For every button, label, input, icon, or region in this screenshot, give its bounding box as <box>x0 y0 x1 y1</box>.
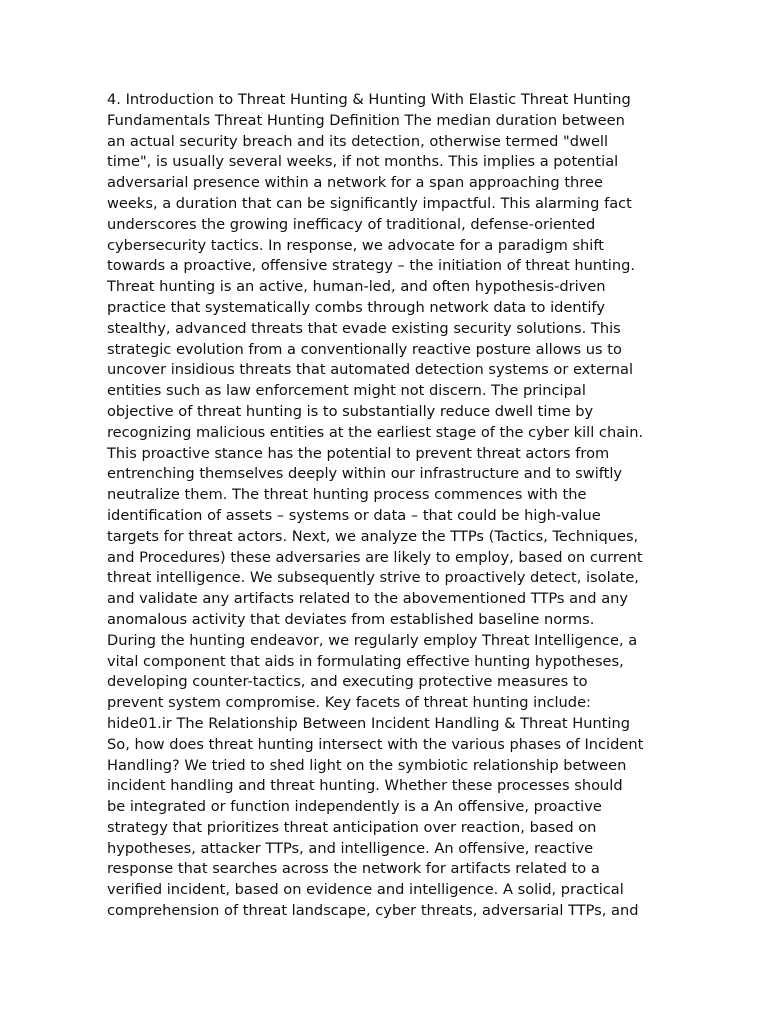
text-line: cybersecurity tactics. In response, we advocate for a paradigm shift <box>107 236 604 254</box>
text-line: strategic evolution from a conventionally reactive posture allows us to <box>107 340 622 358</box>
text-line: verified incident, based on evidence and intelligence. A solid, practical <box>107 881 624 899</box>
text-line: targets for threat actors. Next, we analyze the TTPs (Tactics, Techniques, <box>107 527 639 545</box>
text-line: prevent system compromise. Key facets of threat hunting include: <box>107 694 591 712</box>
text-line: and Procedures) these adversaries are likely to employ, based on current <box>107 548 643 566</box>
text-line: During the hunting endeavor, we regularly employ Threat Intelligence, a <box>107 631 638 649</box>
text-line: objective of threat hunting is to substantially reduce dwell time by <box>107 402 594 420</box>
text-line: So, how does threat hunting intersect with the various phases of Incident <box>107 735 644 753</box>
text-line: entities such as law enforcement might not discern. The principal <box>107 382 586 400</box>
text-line: practice that systematically combs through network data to identify <box>107 298 605 316</box>
text-line: uncover insidious threats that automated detection systems or external <box>107 361 634 379</box>
text-line: response that searches across the network for artifacts related to a <box>107 860 600 878</box>
text-line: Fundamentals Threat Hunting Definition The median duration between <box>107 111 625 129</box>
text-line: developing counter-tactics, and executing protective measures to <box>107 673 588 691</box>
text-line: hypotheses, attacker TTPs, and intelligence. An offensive, reactive <box>107 839 594 857</box>
text-line: and validate any artifacts related to the abovementioned TTPs and any <box>107 590 629 608</box>
text-line: be integrated or function independently is a An offensive, proactive <box>107 798 602 816</box>
text-line: This proactive stance has the potential to prevent threat actors from <box>107 444 610 462</box>
text-line: Threat hunting is an active, human-led, and often hypothesis-driven <box>107 278 606 296</box>
text-line: underscores the growing inefficacy of traditional, defense-oriented <box>107 215 596 233</box>
text-line: strategy that prioritizes threat anticipation over reaction, based on <box>107 818 597 836</box>
text-line: towards a proactive, offensive strategy – the initiation of threat hunting. <box>107 257 636 275</box>
text-line: Handling? We tried to shed light on the symbiotic relationship between <box>107 756 627 774</box>
text-line: comprehension of threat landscape, cyber threats, adversarial TTPs, and <box>107 902 639 920</box>
text-line: vital component that aids in formulating effective hunting hypotheses, <box>107 652 624 670</box>
text-line: time", is usually several weeks, if not months. This implies a potential <box>107 153 619 171</box>
text-line: hide01.ir The Relationship Between Incident Handling & Threat Hunting <box>107 714 631 732</box>
text-line: adversarial presence within a network for a span approaching three <box>107 174 603 192</box>
text-line: weeks, a duration that can be significantly impactful. This alarming fact <box>107 194 632 212</box>
text-line: anomalous activity that deviates from established baseline norms. <box>107 610 595 628</box>
text-line: incident handling and threat hunting. Whether these processes should <box>107 777 623 795</box>
text-line: stealthy, advanced threats that evade existing security solutions. This <box>107 319 621 337</box>
body-text <box>107 90 667 922</box>
text-line: threat intelligence. We subsequently strive to proactively detect, isolate, <box>107 569 639 587</box>
text-line: recognizing malicious entities at the earliest stage of the cyber kill chain. <box>107 423 644 441</box>
text-line: entrenching themselves deeply within our infrastructure and to swiftly <box>107 465 623 483</box>
text-line: 4. Introduction to Threat Hunting & Hunting With Elastic Threat Hunting <box>107 91 631 108</box>
text-line: neutralize them. The threat hunting process commences with the <box>107 486 587 504</box>
text-line: identification of assets – systems or data – that could be high-value <box>107 506 601 524</box>
text-line: an actual security breach and its detection, otherwise termed "dwell <box>107 132 609 150</box>
